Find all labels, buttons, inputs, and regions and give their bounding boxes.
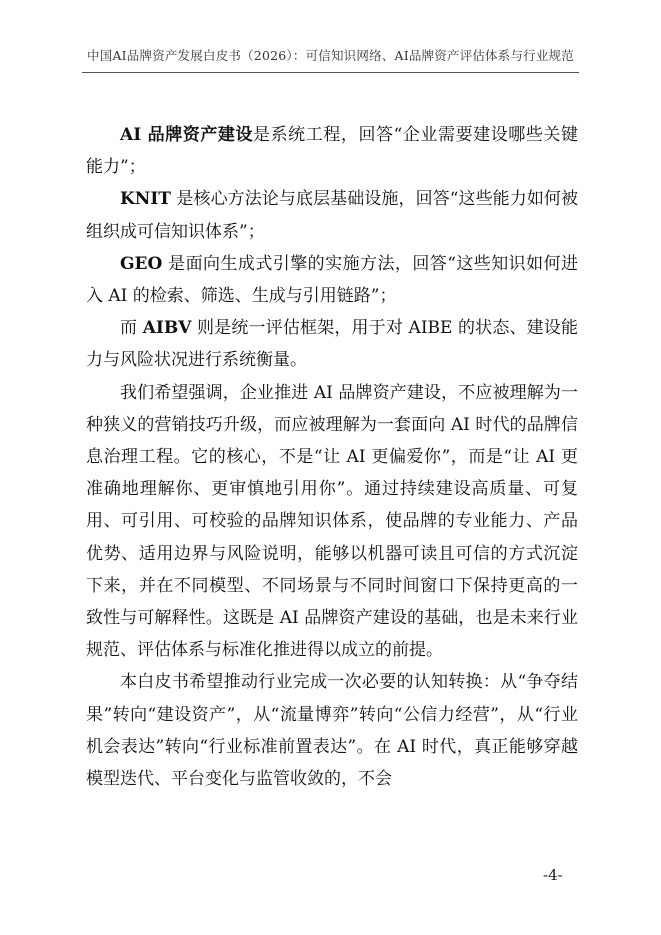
paragraph-prefix: 而 — [120, 318, 143, 339]
term-geo: GEO — [120, 253, 163, 274]
page-header: 中国AI品牌资产发展白皮书（2026）：可信知识网络、AI品牌资产评估体系与行业规范 — [87, 48, 574, 63]
paragraph-text: 是面向生成式引擎的实施方法，回答“这些知识如何进入 AI 的检索、筛选、生成与引用链路”； — [86, 253, 578, 307]
page-number: -4- — [543, 866, 563, 884]
paragraph-text: 是系统工程，回答“企业需要建设哪些关键能力”； — [86, 125, 578, 178]
paragraph-aibe — [86, 119, 578, 183]
paragraph-knit — [86, 183, 578, 247]
term-aibv: AIBV — [142, 318, 192, 339]
term-knit: KNIT — [120, 189, 171, 210]
paragraph-aibv — [86, 312, 578, 376]
document-body — [86, 119, 578, 795]
paragraph-text: 是核心方法论与底层基础设施，回答“这些能力如何被组织成可信知识体系”； — [86, 189, 578, 242]
header-divider — [82, 72, 579, 73]
paragraph-geo — [86, 248, 578, 312]
paragraph-text: 则是统一评估框架，用于对 AIBE 的状态、建设能力与风险状况进行系统衡量。 — [86, 318, 578, 371]
paragraph-conclusion: 本白皮书希望推动行业完成一次必要的认知转换：从“争夺结果”转向“建设资产”，从“流量博弈”转向“公信力经营”，从“行业机会表达”转向“行业标准前置表达”。在 AI 时代，真正能够穿越模型迭代、平台变化与监管收敛的，不会 — [86, 672, 578, 790]
paragraph-emphasis: 我们希望强调，企业推进 AI 品牌资产建设，不应被理解为一种狭义的营销技巧升级，而应被理解为一套面向 AI 时代的品牌信息治理工程。它的核心，不是“让 AI 更偏爱你”，而是“让 AI 更准确地理解你、更审慎地引用你”。通过持续建设高质量、可复用、可引用、可校验的品牌知识体系，使品牌的专业能力、产品优势、适用边界与风险说明，能够以机器可读且可信的方式沉淀下来，并在不同模型、不同场景与不同时间窗口下保持更高的一致性与可解释性。这既是 AI 品牌资产建设的基础，也是未来行业规范、评估体系与标准化推进得以成立的前提。 — [86, 382, 578, 661]
term-aibe: AI 品牌资产建设 — [120, 125, 254, 145]
